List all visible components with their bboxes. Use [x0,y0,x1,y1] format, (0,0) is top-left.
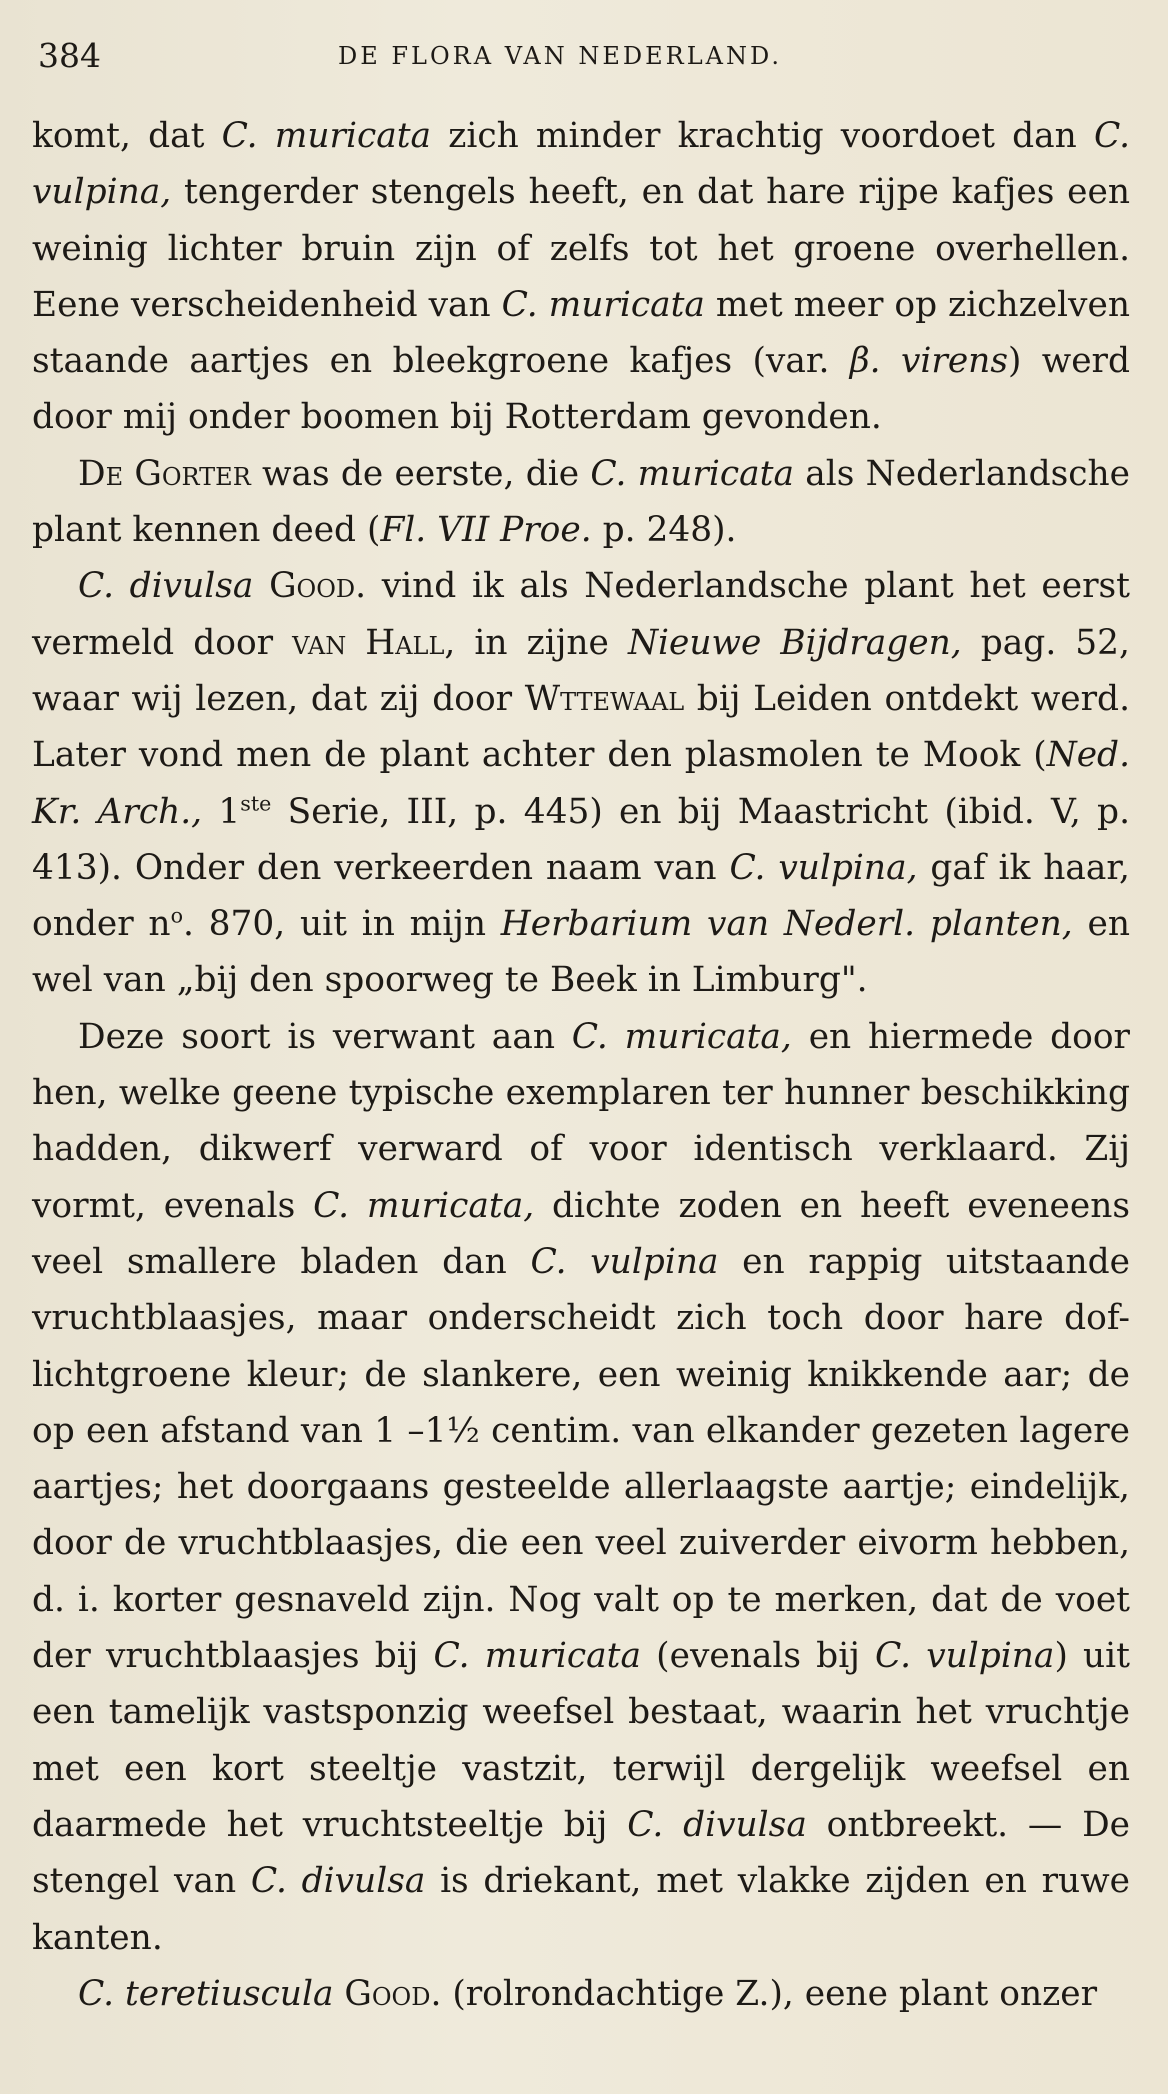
paragraph [32,108,1130,446]
italic-span: C. vulpina [530,1241,719,1282]
superscript-span: o [170,903,183,928]
page-number: 384 [38,36,101,75]
italic-span: C. divulsa [250,1861,426,1902]
page-header [38,36,1138,86]
text-span: ) werd door mij onder boomen bij Rotterdam gevonden. [32,341,1130,438]
text-span: en wel van „bij den spoorweg te Beek in Limburg". [32,904,1131,1001]
italic-span: C. vulpina [875,1636,1055,1677]
italic-span: C. muricata, [313,1185,535,1226]
italic-span: Herbarium van Nederl. planten, [500,904,1073,945]
text-span: (evenals bij [641,1636,876,1677]
superscript-span: ste [240,791,272,816]
text-span: 1 [202,791,241,832]
text-span: gaf ik haar, onder n [32,847,1130,945]
text-span: komt, dat [32,116,222,156]
smallcaps-span: De Gorter [78,453,251,494]
italic-span: β. virens [849,341,1008,382]
text-span: p. 248). [591,510,737,551]
text-span [253,566,269,606]
paragraph [32,558,1130,1008]
text-span: . 870, uit in mijn [182,904,501,945]
smallcaps-span: Good. [344,1973,442,2014]
text-span: en rappig uitstaande vruchtblaasjes, maar onderscheidt zich toch door hare dof-lichtgroene kleur; de slankere, een weinig knikkende aar; de op een afstand van 1 –1½ centim. van elkander gezeten lagere aartjes; het doorgaans gesteelde allerlaagste aartje; eindelijk, door de vruchtblaasjes, die een veel zuiverder eivorm hebben, d. i. korter gesnaveld zijn. Nog valt op te merken, dat de voet der vruchtblaasjes bij [32,1241,1131,1677]
text-span: dichte zoden en heeft eveneens veel smallere bladen dan [32,1185,1130,1282]
text-span: is driekant, met vlakke zijden en ruwe kanten. [32,1861,1130,1958]
italic-span: C. vulpina, [32,116,1131,213]
italic-span: C. divulsa [627,1804,807,1845]
italic-span: C. teretiuscula [78,1973,334,2014]
text-span: tengerder stengels heeft, en dat hare rijpe kafjes een weinig lichter bruin zijn of zelfs tot het groene overhellen. Eene verscheidenheid van [32,172,1130,325]
body-text [32,108,1130,2022]
text-span: (rolrondachtige Z.), eene plant onzer [441,1973,1098,2014]
text-span: ontbreekt. — De stengel van [32,1804,1130,1902]
paragraph [32,1966,1130,2022]
text-span: bij Leiden ontdekt werd. Later vond men de plant achter den plasmolen te Mook ( [32,678,1130,776]
text-span: Deze soort is verwant aan [78,1016,572,1057]
paragraph [32,1009,1130,1966]
italic-span: Ned. Kr. Arch., [32,735,1130,832]
italic-span: C. vulpina, [729,847,918,888]
italic-span: Fl. VII Proe. [380,510,592,551]
italic-span: C. muricata [221,116,432,156]
text-span: vind ik als Nederlandsche plant het eerst vermeld door [32,566,1130,663]
italic-span: C. divulsa [78,566,254,607]
text-span: in zijne [455,622,628,663]
text-span: ) uit een tamelijk vastsponzig weefsel bestaat, waarin het vruchtje met een kort steeltje vastzit, terwijl dergelijk weefsel en daarmede het vruchtsteeltje bij [32,1636,1130,1845]
italic-span: C. muricata, [571,1016,792,1057]
text-span [333,1974,344,2014]
running-title: DE FLORA VAN NEDERLAND. [338,42,782,70]
text-span: was de eerste, die [250,453,591,494]
text-span: pag. 52, waar wij lezen, dat zij door [32,622,1130,719]
italic-span: C. muricata [501,284,705,325]
italic-span: C. muricata [433,1636,642,1677]
smallcaps-span: Wttewaal [524,678,685,719]
italic-span: C. muricata [590,453,794,494]
text-span: zich minder krachtig voordoet dan [431,116,1094,156]
text-span: Serie, III, p. 445) en bij Maastricht (ibid. V, p. 413). Onder den verkeerden naam van [32,791,1131,888]
text-span: en hiermede door hen, welke geene typische exemplaren ter hunner beschikking hadden, dikwerf verward of voor identisch verklaard. Zij vormt, evenals [32,1016,1130,1226]
italic-span: Nieuwe Bijdragen, [627,622,962,663]
text-span: als Nederlandsche plant kennen deed ( [32,453,1130,551]
smallcaps-span: van Hall, [292,622,456,663]
paragraph [32,446,1130,559]
text-span: met meer op zichzelven staande aartjes en bleekgroene kafjes (var. [32,284,1130,382]
smallcaps-span: Good. [269,566,367,607]
